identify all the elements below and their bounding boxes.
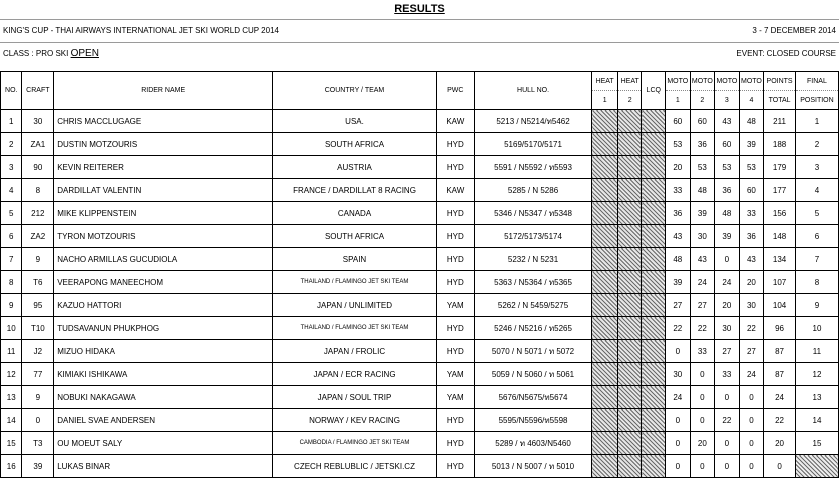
cell-rider-name: KAZUO HATTORI <box>54 294 273 317</box>
cell-moto-4: 43 <box>739 248 764 271</box>
cell-craft: 90 <box>22 156 54 179</box>
cell-country-team: CZECH REBLUBLIC / JETSKI.CZ <box>273 455 437 478</box>
cell-points-total: 0 <box>764 455 796 478</box>
event-row <box>0 20 839 43</box>
cell-final-position: 9 <box>795 294 838 317</box>
cell-points-total: 179 <box>764 156 796 179</box>
cell-pwc: YAM <box>436 386 474 409</box>
cell-no: 14 <box>1 409 22 432</box>
cell-rider-name: KIMIAKI ISHIKAWA <box>54 363 273 386</box>
cell-craft: ZA2 <box>22 225 54 248</box>
table-row <box>1 271 839 294</box>
col-heat1-num: 1 <box>592 91 618 110</box>
cell-heat-2 <box>617 271 642 294</box>
cell-points-total: 22 <box>764 409 796 432</box>
cell-moto-4: 24 <box>739 363 764 386</box>
event-name: KING'S CUP - THAI AIRWAYS INTERNATIONAL JET SKI WORLD CUP 2014 <box>3 26 279 35</box>
cell-heat-1 <box>592 133 618 156</box>
cell-hull-no: 5262 / N 5459/5275 <box>474 294 592 317</box>
cell-hull-no: 5595/N5596/ท5598 <box>474 409 592 432</box>
cell-points-total: 148 <box>764 225 796 248</box>
cell-no: 10 <box>1 317 22 340</box>
table-row <box>1 363 839 386</box>
class-value: OPEN <box>70 48 99 59</box>
cell-no: 6 <box>1 225 22 248</box>
cell-pwc: HYD <box>436 248 474 271</box>
cell-final-position: 1 <box>795 110 838 133</box>
cell-heat-2 <box>617 340 642 363</box>
cell-rider-name: MIZUO HIDAKA <box>54 340 273 363</box>
col-position: POSITION <box>795 91 838 110</box>
cell-moto-1: 0 <box>666 432 691 455</box>
class-label: CLASS : PRO SKI <box>3 49 69 58</box>
cell-moto-1: 39 <box>666 271 691 294</box>
cell-final-position <box>795 455 838 478</box>
cell-rider-name: DARDILLAT VALENTIN <box>54 179 273 202</box>
cell-final-position: 8 <box>795 271 838 294</box>
col-heat2: HEAT <box>617 72 642 91</box>
cell-final-position: 11 <box>795 340 838 363</box>
cell-moto-1: 43 <box>666 225 691 248</box>
col-moto1: MOTO <box>666 72 691 91</box>
cell-no: 13 <box>1 386 22 409</box>
cell-pwc: HYD <box>436 317 474 340</box>
table-row <box>1 455 839 478</box>
cell-moto-3: 33 <box>715 363 740 386</box>
cell-points-total: 20 <box>764 432 796 455</box>
cell-hull-no: 5059 / N 5060 / ท 5061 <box>474 363 592 386</box>
cell-country-team: JAPAN / ECR RACING <box>273 363 437 386</box>
cell-moto-3: 20 <box>715 294 740 317</box>
cell-points-total: 188 <box>764 133 796 156</box>
cell-no: 15 <box>1 432 22 455</box>
col-moto3-num: 3 <box>715 91 740 110</box>
cell-heat-2 <box>617 363 642 386</box>
cell-final-position: 10 <box>795 317 838 340</box>
cell-hull-no: 5169/5170/5171 <box>474 133 592 156</box>
cell-no: 2 <box>1 133 22 156</box>
cell-rider-name: NACHO ARMILLAS GUCUDIOLA <box>54 248 273 271</box>
cell-moto-1: 0 <box>666 340 691 363</box>
cell-no: 8 <box>1 271 22 294</box>
cell-moto-1: 30 <box>666 363 691 386</box>
cell-heat-1 <box>592 271 618 294</box>
cell-moto-2: 0 <box>690 455 715 478</box>
cell-craft: J2 <box>22 340 54 363</box>
cell-heat-2 <box>617 455 642 478</box>
cell-country-team: USA. <box>273 110 437 133</box>
cell-no: 4 <box>1 179 22 202</box>
table-row <box>1 409 839 432</box>
cell-hull-no: 5232 / N 5231 <box>474 248 592 271</box>
cell-rider-name: MIKE KLIPPENSTEIN <box>54 202 273 225</box>
cell-rider-name: TYRON MOTZOURIS <box>54 225 273 248</box>
cell-hull-no: 5172/5173/5174 <box>474 225 592 248</box>
results-body <box>1 110 839 478</box>
table-row <box>1 386 839 409</box>
cell-craft: 39 <box>22 455 54 478</box>
cell-lcq <box>642 156 666 179</box>
cell-no: 11 <box>1 340 22 363</box>
cell-points-total: 107 <box>764 271 796 294</box>
cell-moto-2: 30 <box>690 225 715 248</box>
cell-country-team: SOUTH AFRICA <box>273 225 437 248</box>
col-lcq: LCQ <box>642 72 666 110</box>
cell-final-position: 2 <box>795 133 838 156</box>
cell-moto-2: 43 <box>690 248 715 271</box>
cell-craft: T6 <box>22 271 54 294</box>
cell-heat-1 <box>592 317 618 340</box>
cell-moto-3: 43 <box>715 110 740 133</box>
cell-lcq <box>642 363 666 386</box>
cell-moto-2: 33 <box>690 340 715 363</box>
cell-moto-3: 36 <box>715 179 740 202</box>
cell-hull-no: 5213 / N5214/ท5462 <box>474 110 592 133</box>
cell-moto-4: 0 <box>739 432 764 455</box>
col-heat1: HEAT <box>592 72 618 91</box>
cell-rider-name: DUSTIN MOTZOURIS <box>54 133 273 156</box>
table-row <box>1 225 839 248</box>
col-total: TOTAL <box>764 91 796 110</box>
cell-country-team: THAILAND / FLAMINGO JET SKI TEAM <box>273 271 437 294</box>
cell-moto-1: 53 <box>666 133 691 156</box>
col-points: POINTS <box>764 72 796 91</box>
cell-heat-1 <box>592 248 618 271</box>
cell-moto-4: 0 <box>739 409 764 432</box>
cell-heat-1 <box>592 409 618 432</box>
cell-craft: T10 <box>22 317 54 340</box>
cell-heat-2 <box>617 133 642 156</box>
cell-no: 5 <box>1 202 22 225</box>
table-row <box>1 202 839 225</box>
cell-heat-2 <box>617 202 642 225</box>
cell-moto-3: 24 <box>715 271 740 294</box>
col-moto4: MOTO <box>739 72 764 91</box>
cell-moto-4: 36 <box>739 225 764 248</box>
cell-no: 12 <box>1 363 22 386</box>
table-row <box>1 179 839 202</box>
cell-moto-2: 48 <box>690 179 715 202</box>
cell-pwc: HYD <box>436 133 474 156</box>
page-title: RESULTS <box>394 3 445 15</box>
cell-rider-name: LUKAS BINAR <box>54 455 273 478</box>
cell-moto-2: 36 <box>690 133 715 156</box>
cell-country-team: SOUTH AFRICA <box>273 133 437 156</box>
cell-moto-2: 27 <box>690 294 715 317</box>
cell-heat-2 <box>617 317 642 340</box>
cell-hull-no: 5013 / N 5007 / ท 5010 <box>474 455 592 478</box>
cell-craft: 9 <box>22 386 54 409</box>
cell-lcq <box>642 202 666 225</box>
cell-heat-1 <box>592 179 618 202</box>
cell-moto-3: 48 <box>715 202 740 225</box>
cell-final-position: 6 <box>795 225 838 248</box>
cell-hull-no: 5363 / N5364 / ท5365 <box>474 271 592 294</box>
cell-lcq <box>642 294 666 317</box>
cell-moto-3: 30 <box>715 317 740 340</box>
cell-country-team: JAPAN / SOUL TRIP <box>273 386 437 409</box>
cell-moto-4: 0 <box>739 386 764 409</box>
col-moto1-num: 1 <box>666 91 691 110</box>
cell-moto-2: 20 <box>690 432 715 455</box>
header-row-1 <box>1 72 839 91</box>
cell-moto-3: 0 <box>715 386 740 409</box>
col-rider: RIDER NAME <box>54 72 273 110</box>
col-final: FINAL <box>795 72 838 91</box>
cell-hull-no: 5246 / N5216 / ท5265 <box>474 317 592 340</box>
cell-country-team: JAPAN / UNLIMITED <box>273 294 437 317</box>
cell-lcq <box>642 271 666 294</box>
table-row <box>1 340 839 363</box>
cell-moto-1: 60 <box>666 110 691 133</box>
cell-country-team: NORWAY / KEV RACING <box>273 409 437 432</box>
col-moto2-num: 2 <box>690 91 715 110</box>
cell-final-position: 13 <box>795 386 838 409</box>
cell-heat-1 <box>592 455 618 478</box>
event-type: EVENT: CLOSED COURSE <box>736 49 836 58</box>
cell-moto-1: 22 <box>666 317 691 340</box>
cell-final-position: 7 <box>795 248 838 271</box>
cell-moto-4: 22 <box>739 317 764 340</box>
cell-moto-3: 0 <box>715 455 740 478</box>
table-row <box>1 294 839 317</box>
cell-moto-1: 48 <box>666 248 691 271</box>
cell-hull-no: 5346 / N5347 / ท5348 <box>474 202 592 225</box>
cell-hull-no: 5070 / N 5071 / ท 5072 <box>474 340 592 363</box>
cell-moto-2: 53 <box>690 156 715 179</box>
cell-country-team: CAMBODIA / FLAMINGO JET SKI TEAM <box>273 432 437 455</box>
cell-points-total: 211 <box>764 110 796 133</box>
table-row <box>1 317 839 340</box>
cell-moto-4: 60 <box>739 179 764 202</box>
cell-hull-no: 5289 / ท 4603/N5460 <box>474 432 592 455</box>
cell-moto-4: 33 <box>739 202 764 225</box>
cell-lcq <box>642 179 666 202</box>
cell-final-position: 12 <box>795 363 838 386</box>
cell-craft: 8 <box>22 179 54 202</box>
cell-heat-2 <box>617 432 642 455</box>
cell-craft: 212 <box>22 202 54 225</box>
cell-moto-4: 27 <box>739 340 764 363</box>
cell-heat-2 <box>617 294 642 317</box>
cell-lcq <box>642 110 666 133</box>
cell-moto-4: 0 <box>739 455 764 478</box>
cell-moto-3: 27 <box>715 340 740 363</box>
cell-moto-3: 39 <box>715 225 740 248</box>
cell-lcq <box>642 340 666 363</box>
cell-rider-name: TUDSAVANUN PHUKPHOG <box>54 317 273 340</box>
cell-final-position: 5 <box>795 202 838 225</box>
cell-pwc: HYD <box>436 432 474 455</box>
cell-country-team: JAPAN / FROLIC <box>273 340 437 363</box>
cell-pwc: YAM <box>436 363 474 386</box>
cell-points-total: 96 <box>764 317 796 340</box>
cell-heat-1 <box>592 340 618 363</box>
cell-moto-4: 53 <box>739 156 764 179</box>
cell-craft: 30 <box>22 110 54 133</box>
cell-final-position: 14 <box>795 409 838 432</box>
cell-points-total: 87 <box>764 340 796 363</box>
cell-points-total: 134 <box>764 248 796 271</box>
cell-rider-name: CHRIS MACCLUGAGE <box>54 110 273 133</box>
col-hull: HULL NO. <box>474 72 592 110</box>
cell-pwc: HYD <box>436 340 474 363</box>
results-title-row <box>0 0 839 20</box>
cell-points-total: 24 <box>764 386 796 409</box>
cell-hull-no: 5591 / N5592 / ท5593 <box>474 156 592 179</box>
cell-heat-2 <box>617 179 642 202</box>
cell-rider-name: DANIEL SVAE ANDERSEN <box>54 409 273 432</box>
cell-moto-4: 48 <box>739 110 764 133</box>
cell-points-total: 87 <box>764 363 796 386</box>
col-pwc: PWC <box>436 72 474 110</box>
cell-moto-1: 0 <box>666 409 691 432</box>
cell-points-total: 104 <box>764 294 796 317</box>
cell-final-position: 4 <box>795 179 838 202</box>
cell-pwc: HYD <box>436 225 474 248</box>
cell-heat-1 <box>592 156 618 179</box>
cell-pwc: YAM <box>436 294 474 317</box>
col-moto4-num: 4 <box>739 91 764 110</box>
cell-pwc: HYD <box>436 409 474 432</box>
class-info <box>3 43 99 65</box>
cell-no: 7 <box>1 248 22 271</box>
table-row <box>1 248 839 271</box>
cell-lcq <box>642 455 666 478</box>
cell-heat-2 <box>617 156 642 179</box>
cell-craft: ZA1 <box>22 133 54 156</box>
cell-lcq <box>642 409 666 432</box>
cell-rider-name: KEVIN REITERER <box>54 156 273 179</box>
cell-heat-2 <box>617 110 642 133</box>
cell-heat-2 <box>617 409 642 432</box>
event-dates: 3 - 7 DECEMBER 2014 <box>752 26 836 35</box>
cell-moto-3: 60 <box>715 133 740 156</box>
cell-country-team: SPAIN <box>273 248 437 271</box>
table-row <box>1 133 839 156</box>
cell-moto-2: 60 <box>690 110 715 133</box>
cell-moto-2: 0 <box>690 409 715 432</box>
cell-points-total: 156 <box>764 202 796 225</box>
table-row <box>1 110 839 133</box>
cell-heat-1 <box>592 225 618 248</box>
cell-heat-1 <box>592 386 618 409</box>
results-table <box>0 71 839 478</box>
cell-moto-1: 33 <box>666 179 691 202</box>
col-moto2: MOTO <box>690 72 715 91</box>
cell-hull-no: 5676/N5675/ท5674 <box>474 386 592 409</box>
cell-craft: T3 <box>22 432 54 455</box>
cell-moto-2: 0 <box>690 363 715 386</box>
cell-moto-4: 20 <box>739 271 764 294</box>
cell-points-total: 177 <box>764 179 796 202</box>
cell-final-position: 3 <box>795 156 838 179</box>
table-row <box>1 156 839 179</box>
cell-moto-1: 36 <box>666 202 691 225</box>
cell-pwc: HYD <box>436 455 474 478</box>
table-row <box>1 432 839 455</box>
cell-moto-1: 27 <box>666 294 691 317</box>
cell-moto-2: 39 <box>690 202 715 225</box>
cell-country-team: FRANCE / DARDILLAT 8 RACING <box>273 179 437 202</box>
cell-no: 16 <box>1 455 22 478</box>
cell-rider-name: NOBUKI NAKAGAWA <box>54 386 273 409</box>
cell-moto-3: 0 <box>715 432 740 455</box>
cell-lcq <box>642 133 666 156</box>
col-country: COUNTRY / TEAM <box>273 72 437 110</box>
cell-heat-2 <box>617 386 642 409</box>
cell-country-team: AUSTRIA <box>273 156 437 179</box>
cell-pwc: HYD <box>436 271 474 294</box>
cell-lcq <box>642 225 666 248</box>
cell-heat-2 <box>617 225 642 248</box>
cell-moto-1: 0 <box>666 455 691 478</box>
cell-moto-3: 22 <box>715 409 740 432</box>
cell-heat-1 <box>592 432 618 455</box>
col-no: NO. <box>1 72 22 110</box>
cell-moto-1: 24 <box>666 386 691 409</box>
cell-moto-2: 24 <box>690 271 715 294</box>
cell-pwc: HYD <box>436 156 474 179</box>
cell-craft: 95 <box>22 294 54 317</box>
col-heat2-num: 2 <box>617 91 642 110</box>
cell-moto-1: 20 <box>666 156 691 179</box>
cell-rider-name: VEERAPONG MANEECHOM <box>54 271 273 294</box>
cell-no: 9 <box>1 294 22 317</box>
cell-moto-2: 22 <box>690 317 715 340</box>
cell-final-position: 15 <box>795 432 838 455</box>
cell-moto-4: 30 <box>739 294 764 317</box>
col-moto3: MOTO <box>715 72 740 91</box>
cell-moto-2: 0 <box>690 386 715 409</box>
cell-country-team: THAILAND / FLAMINGO JET SKI TEAM <box>273 317 437 340</box>
class-row <box>0 43 839 65</box>
cell-heat-1 <box>592 202 618 225</box>
cell-lcq <box>642 386 666 409</box>
cell-craft: 9 <box>22 248 54 271</box>
cell-no: 1 <box>1 110 22 133</box>
cell-heat-2 <box>617 248 642 271</box>
cell-moto-3: 53 <box>715 156 740 179</box>
cell-craft: 0 <box>22 409 54 432</box>
col-craft: CRAFT <box>22 72 54 110</box>
cell-moto-4: 39 <box>739 133 764 156</box>
cell-country-team: CANADA <box>273 202 437 225</box>
cell-pwc: KAW <box>436 179 474 202</box>
cell-heat-1 <box>592 294 618 317</box>
cell-hull-no: 5285 / N 5286 <box>474 179 592 202</box>
cell-heat-1 <box>592 110 618 133</box>
cell-lcq <box>642 432 666 455</box>
cell-moto-3: 0 <box>715 248 740 271</box>
cell-lcq <box>642 317 666 340</box>
cell-heat-1 <box>592 363 618 386</box>
cell-craft: 77 <box>22 363 54 386</box>
cell-lcq <box>642 248 666 271</box>
cell-pwc: HYD <box>436 202 474 225</box>
cell-rider-name: OU MOEUT SALY <box>54 432 273 455</box>
cell-pwc: KAW <box>436 110 474 133</box>
cell-no: 3 <box>1 156 22 179</box>
